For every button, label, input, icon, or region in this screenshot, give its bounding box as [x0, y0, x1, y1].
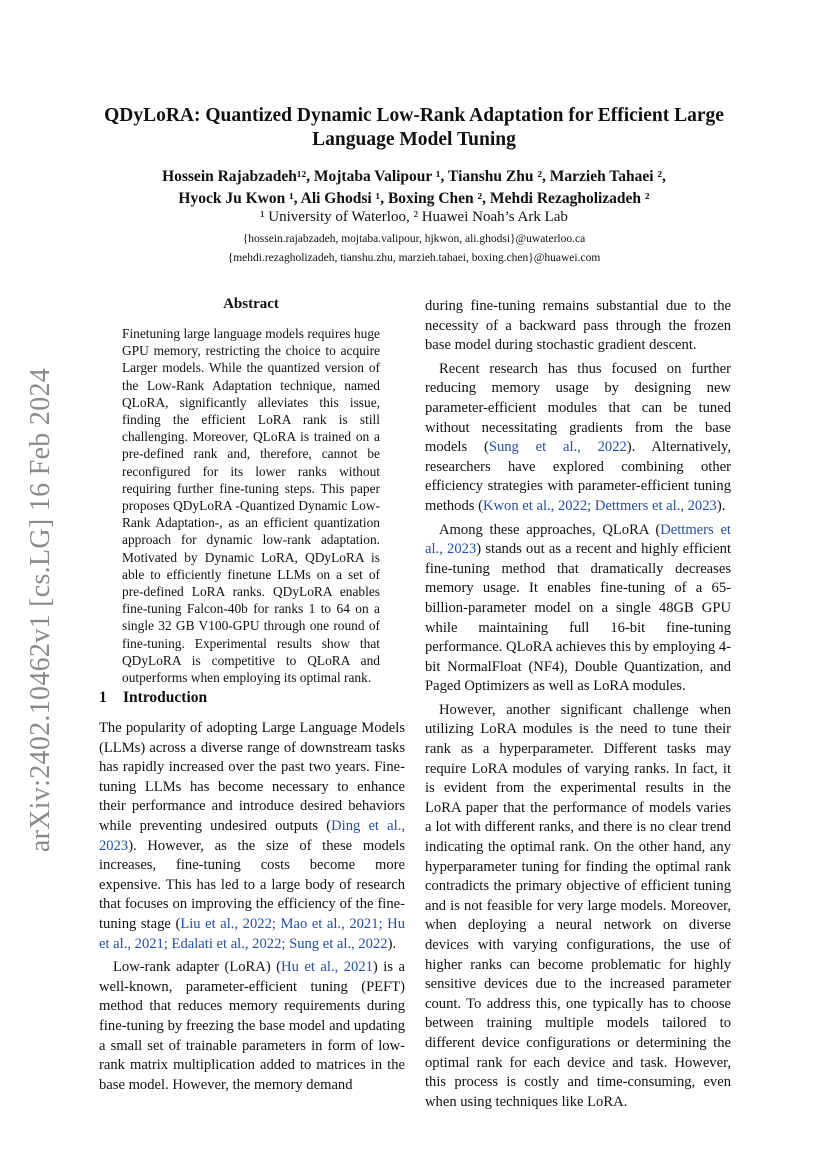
- citation-link[interactable]: Ding et al., 2023: [99, 817, 405, 854]
- citation-link[interactable]: Kwon et al., 2022; Dettmers et al., 2023: [482, 497, 717, 514]
- author-list: [96, 166, 732, 209]
- author-line-1: Hossein Rajabzadeh¹², Mojtaba Valipour ¹, Tianshu Zhu ², Marzieh Tahaei ²,: [162, 168, 666, 185]
- arxiv-identifier: arXiv:2402.10462v1 [cs.LG] 16 Feb 2024: [25, 367, 56, 853]
- author-line-2: Hyock Ju Kwon ¹, Ali Ghodsi ¹, Boxing Chen ², Mehdi Rezagholizadeh ²: [178, 189, 650, 207]
- citation-link[interactable]: Sung et al., 2022: [488, 439, 627, 456]
- abstract-heading: Abstract: [223, 296, 279, 312]
- intro-paragraph-1: The popularity of adopting Large Language Models (LLMs) across a diverse range of downstream tasks has rapidly increased over the past two years. Fine-tuning LLMs has become necessary to enhance their performance and introduce desired behaviors while preventing undesired outputs (Ding et al., 2023). However, as the size of these models increases, fine-tuning costs become more expensive. This has led to a large body of research that focuses on improving the efficiency of the fine-tuning stage (Liu et al., 2022; Mao et al., 2021; Hu et al., 2021; Edalati et al., 2022; Sung et al., 2022).: [99, 720, 405, 952]
- right-column: [425, 297, 731, 1112]
- intro-paragraph-5: However, another significant challenge when utilizing LoRA modules is the need to tune their rank as a hyperparameter. Different tasks may require LoRA modules of varying ranks. In fact, it is evident from the experimental results in the LoRA paper that the performance of models varies a lot with different ranks, and there is no clear trend indicating the optimal rank. On the other hand, any hyperparameter tuning for finding the optimal rank contradicts the primary objective of efficient tuning and is not feasible for very large models. Moreover, when deploying a neural network on diverse devices with varying configurations, the use of higher ranks can become problematic for highly sensitive devices due to the increased parameter count. To address this, one typically has to choose between training multiple models tailored to different device configurations or determining the optimal rank for each device and task. However, this process is costly and time-consuming, even when using techniques like LoRA.: [425, 701, 731, 1110]
- left-column: [99, 719, 405, 1095]
- intro-paragraph-2-continued: during fine-tuning remains substantial due to the necessity of a backward pass through the frozen base model during stochastic gradient descent.: [425, 298, 731, 354]
- abstract-body: Finetuning large language models requires huge GPU memory, restricting the choice to acquire Larger models. While the quantized version of the Low-Rank Adaptation technique, named QLoRA, significantly alleviates this issue, finding the efficient LoRA rank is still challenging. Moreover, QLoRA is trained on a pre-defined rank and, therefore, cannot be reconfigured for its lower ranks without requiring further fine-tuning steps. This paper proposes QDyLoRA -Quantized Dynamic Low-Rank Adaptation-, as an efficient quantization approach for dynamic low-rank adaptation. Motivated by Dynamic LoRA, QDyLoRA is able to efficiently finetune LLMs on a set of pre-defined LoRA ranks. QDyLoRA enables fine-tuning Falcon-40b for ranks 1 to 64 on a single 32 GB V100-GPU through one round of fine-tuning. Experimental results show that QDyLoRA is competitive to QLoRA and outperforms when employing its optimal rank.: [122, 326, 380, 686]
- citation-link[interactable]: Dettmers et al., 2023: [425, 521, 731, 558]
- affiliations: ¹ University of Waterloo, ² Huawei Noah’s Ark Lab: [260, 209, 568, 225]
- citation-link[interactable]: Liu et al., 2022; Mao et al., 2021; Hu et al., 2021; Edalati et al., 2022; Sung et al., 2022: [99, 915, 405, 952]
- arxiv-side-stamp: [20, 360, 62, 860]
- intro-paragraph-3: Recent research has thus focused on further reducing memory usage by designing new parameter-efficient modules that can be tuned without necessitating gradients from the base models (Sung et al., 2022). Alternatively, researchers have explored combining other efficiency strategies with parameter-efficient tuning methods (Kwon et al., 2022; Dettmers et al., 2023).: [425, 360, 731, 514]
- intro-paragraph-4: Among these approaches, QLoRA (Dettmers et al., 2023) stands out as a recent and highly efficient fine-tuning method that dramatically decreases memory usage. It enables fine-tuning of a 65-billion-parameter model on a single 48GB GPU while maintaining full 16-bit fine-tuning performance. QLoRA achieves this by employing 4-bit NormalFloat (NF4), Double Quantization, and Paged Optimizers as well as LoRA modules.: [425, 521, 731, 695]
- email-line-2: {mehdi.rezagholizadeh, tianshu.zhu, marzieh.tahaei, boxing.chen}@huawei.com: [227, 251, 601, 264]
- author-emails: [96, 230, 732, 267]
- paper-title: QDyLoRA: Quantized Dynamic Low-Rank Adaptation for Efficient Large Language Model Tuning: [104, 105, 724, 150]
- section-number: 1: [99, 689, 107, 706]
- section-title: Introduction: [123, 689, 208, 706]
- section-heading-introduction: [99, 689, 405, 707]
- intro-paragraph-2: Low-rank adapter (LoRA) (Hu et al., 2021) is a well-known, parameter-efficient tuning (PEFT) method that reduces memory requirements during fine-tuning by freezing the base model and updating a small set of trainable parameters in form of low-rank matrix multiplication added to matrices in the base model. However, the memory demand: [99, 959, 405, 1093]
- citation-link[interactable]: Hu et al., 2021: [281, 959, 373, 976]
- email-line-1: {hossein.rajabzadeh, mojtaba.valipour, hjkwon, ali.ghodsi}@uwaterloo.ca: [242, 233, 586, 245]
